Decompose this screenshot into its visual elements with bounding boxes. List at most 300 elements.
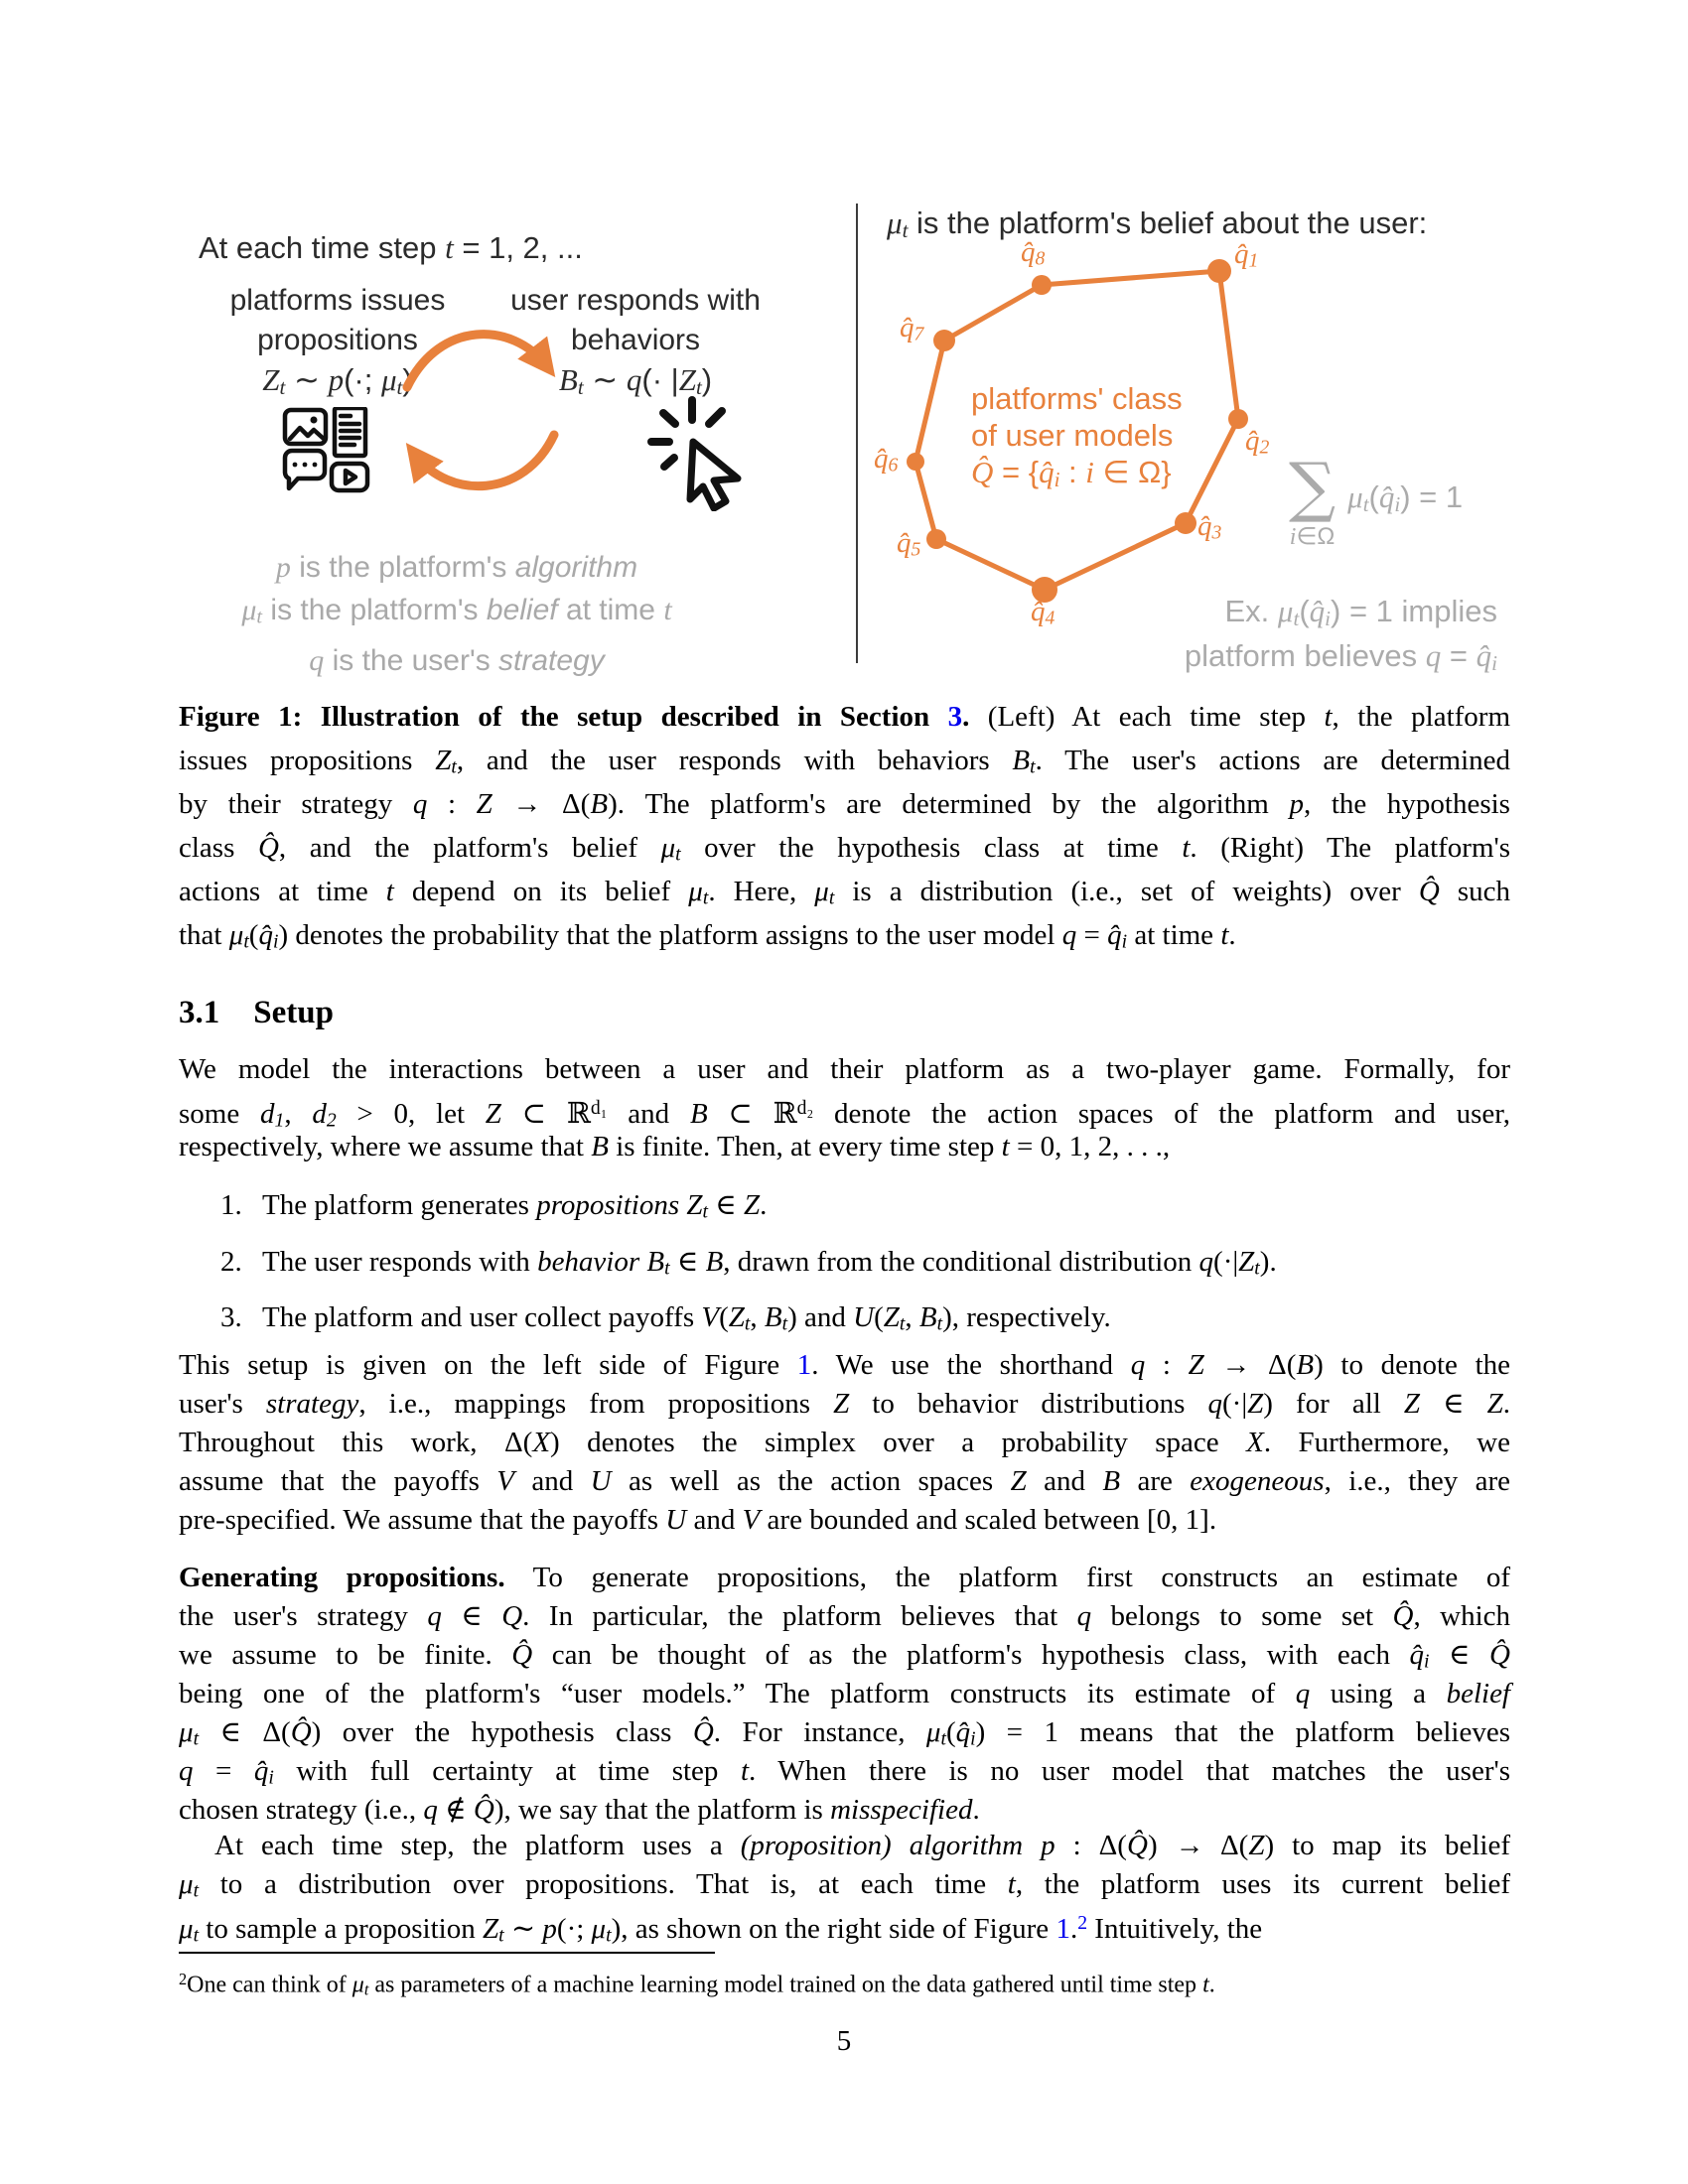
text-segment: t bbox=[1030, 755, 1036, 778]
text-segment: ∈ Ω} bbox=[1093, 455, 1172, 489]
text-segment: Q̂ bbox=[1126, 1830, 1148, 1861]
vertex-label-q7 bbox=[900, 312, 923, 346]
text-segment: μ bbox=[241, 594, 257, 626]
text-segment: t bbox=[936, 1312, 943, 1335]
text-segment: Z bbox=[485, 1097, 501, 1130]
text-segment: t bbox=[940, 1727, 946, 1750]
body-line bbox=[179, 1385, 1510, 1424]
text-segment: Z bbox=[1486, 1388, 1503, 1420]
paragraph-generating-propositions bbox=[179, 1559, 1510, 1830]
text-segment: B bbox=[705, 1245, 724, 1278]
text-segment: using a bbox=[1310, 1678, 1447, 1709]
text-segment: are bounded and scaled between [0, 1]. bbox=[760, 1504, 1217, 1536]
vertex-dot-q3 bbox=[1175, 512, 1196, 534]
text-segment: q̂ bbox=[253, 1755, 269, 1787]
body-line bbox=[179, 1752, 1510, 1791]
body-line bbox=[179, 1904, 1510, 1947]
text-segment: ) to map its belief bbox=[1264, 1830, 1511, 1861]
footnote bbox=[179, 1964, 1510, 2005]
text-segment: = bbox=[1441, 637, 1477, 673]
caption-line bbox=[179, 695, 1510, 739]
text-segment: . (Right) The platform's bbox=[1190, 832, 1511, 864]
list-number: 3. bbox=[220, 1301, 242, 1334]
text-segment: denote the action spaces of the platform and user, bbox=[813, 1097, 1511, 1130]
text-segment: Q̂ bbox=[511, 1639, 533, 1671]
text-segment: μ bbox=[591, 1912, 607, 1945]
text-segment: → Δ( bbox=[1203, 1349, 1297, 1381]
text-segment: Z bbox=[833, 1388, 850, 1420]
caption-line bbox=[179, 913, 1510, 957]
text-segment: q bbox=[309, 643, 325, 677]
text-segment: t bbox=[363, 1979, 369, 1999]
text-segment: : bbox=[1059, 455, 1086, 489]
text-segment: t bbox=[451, 755, 457, 778]
text-segment: Z bbox=[743, 1189, 761, 1221]
ref-link[interactable]: 1 bbox=[1055, 1912, 1070, 1945]
text-segment: (· | bbox=[641, 362, 679, 397]
text-segment: ) to denote the bbox=[1314, 1349, 1510, 1381]
text-segment: q̂ bbox=[1021, 236, 1036, 268]
text-segment: One can think of bbox=[187, 1972, 352, 1998]
text-segment: is the platform's bbox=[262, 594, 487, 626]
text-segment: t bbox=[1293, 606, 1300, 630]
text-segment: t bbox=[606, 1924, 612, 1947]
text-segment: i bbox=[970, 1727, 976, 1750]
vertex-dot-q6 bbox=[907, 453, 924, 471]
text-segment: X bbox=[532, 1427, 551, 1458]
text-segment: t bbox=[243, 930, 249, 953]
text-segment: Z bbox=[262, 362, 280, 397]
text-segment: d bbox=[312, 1097, 327, 1130]
figure-left-notes bbox=[159, 546, 755, 682]
text-segment: , which bbox=[1413, 1600, 1511, 1632]
text-segment: by their strategy bbox=[179, 788, 413, 820]
text-segment: t bbox=[899, 1312, 906, 1335]
text-segment: Q bbox=[501, 1600, 523, 1632]
page-number: 5 bbox=[836, 2025, 852, 2057]
text-segment: ∈ bbox=[1420, 1388, 1487, 1420]
text-segment: , bbox=[750, 1301, 765, 1334]
vertex-dot-q8 bbox=[1032, 275, 1052, 295]
body-line bbox=[179, 1636, 1510, 1675]
text-segment: i bbox=[1121, 930, 1128, 953]
text-segment: ) and bbox=[787, 1301, 854, 1334]
list-item bbox=[179, 1186, 1510, 1232]
text-segment: q̂ bbox=[1039, 455, 1055, 489]
text-segment: and bbox=[686, 1504, 743, 1536]
text-segment: 2 bbox=[179, 1970, 188, 1988]
text-segment: ∉ bbox=[437, 1794, 474, 1826]
text-segment: . bbox=[1502, 1388, 1511, 1420]
text-segment: = bbox=[1076, 919, 1108, 951]
text-segment: i bbox=[1325, 606, 1332, 630]
text-segment: B bbox=[591, 1131, 609, 1162]
text-segment: at time bbox=[557, 594, 664, 626]
text-segment: 3 bbox=[1211, 521, 1222, 544]
text-segment: t bbox=[675, 843, 681, 866]
text-segment: t bbox=[664, 1257, 670, 1280]
inside-line2: of user models bbox=[971, 418, 1174, 453]
text-segment: μ bbox=[228, 919, 244, 951]
paragraph-proposition-algorithm bbox=[179, 1827, 1511, 1947]
text-segment: class bbox=[179, 832, 258, 864]
text-segment: q bbox=[412, 788, 428, 820]
text-segment: . We use the shorthand bbox=[811, 1349, 1131, 1381]
text-segment: μ bbox=[1277, 594, 1294, 628]
list-text bbox=[262, 1298, 1111, 1344]
text-segment: t bbox=[385, 876, 394, 907]
text-segment: Throughout this work, Δ( bbox=[179, 1427, 533, 1458]
text-segment: t bbox=[828, 887, 835, 909]
text-segment: , i.e., mappings from propositions bbox=[358, 1388, 834, 1420]
text-segment: d₂ bbox=[796, 1097, 814, 1119]
text-segment: ⊂ ℝ bbox=[707, 1097, 797, 1130]
text-segment: (·; bbox=[556, 1912, 592, 1945]
text-segment: is the platform's belief about the user: bbox=[908, 205, 1428, 240]
text-segment: V bbox=[742, 1504, 761, 1536]
inside-line1: platforms' class bbox=[971, 381, 1183, 416]
text-segment: Q̂ bbox=[257, 832, 279, 864]
text-segment: ∈ bbox=[708, 1189, 744, 1221]
vertex-label-q1 bbox=[1234, 238, 1258, 273]
text-segment: = 0, 1, 2, . . ., bbox=[1009, 1131, 1171, 1162]
note-belief bbox=[159, 589, 755, 639]
text-segment: B bbox=[764, 1301, 782, 1334]
example-note bbox=[1072, 593, 1497, 682]
text-segment: q̂ bbox=[900, 312, 914, 343]
caption-line bbox=[179, 782, 1510, 826]
text-segment: belief bbox=[1446, 1678, 1510, 1709]
text-segment: i bbox=[272, 930, 279, 953]
text-segment: Figure 1: Illustration of the setup described in Section bbox=[179, 701, 948, 733]
text-segment: algorithm bbox=[514, 551, 638, 584]
text-segment: to a distribution over propositions. That is, at each time bbox=[199, 1868, 1008, 1900]
text-segment: belongs to some set bbox=[1091, 1600, 1393, 1632]
ref-link[interactable]: 3 bbox=[947, 701, 963, 733]
text-segment: B bbox=[918, 1301, 937, 1334]
text-segment: → Δ( bbox=[492, 788, 591, 820]
note-algorithm bbox=[159, 546, 755, 589]
text-segment: Q̂ bbox=[971, 455, 994, 489]
text-segment: . For instance, bbox=[713, 1716, 926, 1748]
text-segment: Z bbox=[482, 1912, 499, 1945]
text-segment: Z bbox=[1248, 1830, 1265, 1861]
text-segment: Z bbox=[1238, 1245, 1255, 1278]
text-segment: such bbox=[1439, 876, 1510, 907]
text-segment: U bbox=[853, 1301, 875, 1334]
text-segment: q̂ bbox=[1107, 919, 1122, 951]
text-segment: ∼ bbox=[285, 362, 329, 397]
text-segment: , drawn from the conditional distribution bbox=[723, 1245, 1199, 1278]
caption-line bbox=[179, 870, 1510, 913]
text-segment: (·| bbox=[1213, 1245, 1239, 1278]
text-segment: t bbox=[902, 217, 909, 242]
text-segment: user's bbox=[179, 1388, 266, 1420]
text-segment: B bbox=[646, 1245, 665, 1278]
text-segment: . In particular, the platform believes that bbox=[522, 1600, 1077, 1632]
footnote-rule bbox=[179, 1952, 715, 1954]
text-segment: ) = 1 means that the platform believes bbox=[975, 1716, 1510, 1748]
text-segment: i bbox=[1491, 650, 1497, 675]
text-segment: , and the platform's belief bbox=[278, 832, 661, 864]
arrow-bottom bbox=[415, 435, 554, 486]
text-segment: t bbox=[577, 374, 584, 399]
platform-label-line2: propositions bbox=[257, 324, 418, 356]
text-segment: Q̂ bbox=[1392, 1600, 1414, 1632]
text-segment: q bbox=[1061, 919, 1077, 951]
text-segment: , the platform uses its current belief bbox=[1015, 1868, 1510, 1900]
text-segment: can be thought of as the platform's hypothesis class, with each bbox=[532, 1639, 1410, 1671]
text-segment: This setup is given on the left side of Figure bbox=[179, 1349, 797, 1381]
text-segment: Z bbox=[1247, 1388, 1264, 1420]
text-segment: Z bbox=[1403, 1388, 1421, 1420]
text-segment: q bbox=[626, 362, 642, 397]
body-line bbox=[179, 1128, 1510, 1166]
text-segment: ), as shown on the right side of Figure bbox=[611, 1912, 1056, 1945]
text-segment: ) bbox=[402, 362, 413, 397]
text-segment: t bbox=[396, 374, 403, 399]
text-segment: ) denotes the probability that the platform assigns to the user model bbox=[278, 919, 1062, 951]
section-number: 3.1 bbox=[179, 995, 220, 1030]
text-segment: belief bbox=[486, 594, 558, 626]
text-segment: B bbox=[1012, 745, 1031, 776]
text-segment: . bbox=[1228, 919, 1236, 951]
text-segment: t bbox=[781, 1312, 788, 1335]
text-segment: V bbox=[701, 1301, 720, 1334]
section-heading bbox=[179, 995, 1510, 1031]
text-segment: X bbox=[1246, 1427, 1264, 1458]
text-segment: at time bbox=[1127, 919, 1221, 951]
text-segment: q bbox=[1198, 1245, 1214, 1278]
text-segment: Z bbox=[435, 745, 452, 776]
text-segment: t bbox=[663, 594, 672, 626]
text-segment: Z bbox=[1188, 1349, 1204, 1381]
body-line bbox=[179, 1089, 1511, 1132]
text-segment: ( bbox=[1368, 478, 1379, 514]
text-segment: to sample a proposition bbox=[199, 1912, 483, 1945]
text-segment: 1 bbox=[1248, 249, 1259, 272]
text-segment: Z bbox=[476, 788, 492, 820]
text-segment: 7 bbox=[914, 323, 924, 345]
figure-left-header bbox=[199, 230, 583, 266]
text-segment: p bbox=[328, 362, 345, 397]
text-segment: . The user's actions are determined bbox=[1035, 745, 1511, 776]
text-segment: the user's strategy bbox=[179, 1600, 428, 1632]
text-segment: ) denotes the simplex over a probability space bbox=[550, 1427, 1247, 1458]
text-segment: μ bbox=[179, 1868, 194, 1900]
text-segment: ∼ bbox=[583, 362, 627, 397]
body-line bbox=[179, 1462, 1510, 1501]
text-segment: i bbox=[1423, 1650, 1430, 1673]
caption-line bbox=[179, 739, 1510, 782]
text-segment: q bbox=[1076, 1600, 1092, 1632]
text-segment: q bbox=[1295, 1678, 1311, 1709]
text-segment: t bbox=[193, 1727, 200, 1750]
text-segment: Z bbox=[686, 1189, 703, 1221]
image-icon bbox=[285, 410, 326, 444]
text-segment: Q̂ bbox=[692, 1716, 714, 1748]
text-segment: and bbox=[1026, 1465, 1103, 1497]
text-segment: 6 bbox=[888, 454, 899, 477]
text-segment: ∈ bbox=[669, 1245, 706, 1278]
click-ray-sw bbox=[664, 458, 674, 467]
vertex-label-q3 bbox=[1197, 510, 1221, 545]
body-line bbox=[179, 1050, 1510, 1089]
text-segment: μ bbox=[1347, 478, 1363, 514]
text-segment: (proposition) algorithm p bbox=[740, 1830, 1055, 1861]
text-segment: . bbox=[972, 1794, 980, 1826]
ref-link[interactable]: 2 bbox=[1077, 1912, 1088, 1934]
text-segment: μ bbox=[688, 876, 703, 907]
text-segment: μ bbox=[814, 876, 829, 907]
text-segment: 8 bbox=[1035, 247, 1046, 270]
arrow-top bbox=[407, 335, 546, 387]
text-segment: q̂ bbox=[258, 919, 273, 951]
text-segment: i bbox=[268, 1766, 274, 1789]
text-segment: ), we say that the platform is bbox=[493, 1794, 831, 1826]
text-segment: ) bbox=[701, 362, 713, 397]
text-segment: ) over the hypothesis class bbox=[311, 1716, 693, 1748]
vertex-label-q2 bbox=[1245, 425, 1269, 460]
text-segment: . bbox=[1208, 1972, 1215, 1998]
text-segment: as well as the action spaces bbox=[611, 1465, 1011, 1497]
user-label-line2: behaviors bbox=[570, 324, 701, 356]
text-segment: B bbox=[1102, 1465, 1121, 1497]
text-segment: p bbox=[275, 551, 291, 584]
text-segment: behavior bbox=[537, 1245, 640, 1278]
text-segment: some bbox=[179, 1097, 260, 1130]
text-segment: Q̂ bbox=[290, 1716, 312, 1748]
body-line bbox=[179, 1501, 1510, 1540]
list-number: 1. bbox=[220, 1189, 242, 1221]
list-number: 2. bbox=[220, 1245, 242, 1278]
text-segment: t bbox=[445, 230, 454, 265]
paragraph-shorthand bbox=[179, 1346, 1510, 1540]
caption-line bbox=[179, 826, 1510, 870]
text-segment: that bbox=[179, 919, 229, 951]
list-item bbox=[179, 1298, 1510, 1344]
text-segment: , the hypothesis bbox=[1303, 788, 1510, 820]
text-segment: t bbox=[740, 1755, 750, 1787]
text-segment: 4 bbox=[1045, 607, 1055, 629]
body-line bbox=[179, 1424, 1510, 1462]
text-segment: μ bbox=[179, 1716, 194, 1748]
body-line bbox=[179, 1827, 1510, 1865]
example-line1 bbox=[1072, 593, 1497, 637]
cursor-click-icon bbox=[645, 390, 760, 511]
text-segment: Q̂ bbox=[1418, 876, 1440, 907]
user-label-line1: user responds with bbox=[510, 284, 761, 317]
text-segment: . When there is no user model that matches the user's bbox=[749, 1755, 1510, 1787]
text-segment: μ bbox=[179, 1912, 194, 1945]
text-segment: : bbox=[427, 788, 477, 820]
vertex-dot-q7 bbox=[933, 330, 955, 351]
text-segment: q̂ bbox=[1031, 596, 1046, 627]
text-segment: Ex. bbox=[1224, 594, 1278, 628]
text-segment: Z bbox=[728, 1301, 745, 1334]
text-segment: t bbox=[702, 1200, 709, 1223]
text-segment: (·| bbox=[1222, 1388, 1248, 1420]
text-segment: B bbox=[590, 788, 609, 820]
text-segment: t bbox=[1007, 1868, 1016, 1900]
text-segment: To generate propositions, the platform first constructs an estimate of bbox=[504, 1562, 1511, 1593]
text-segment: ∈ bbox=[441, 1600, 502, 1632]
text-segment: ). bbox=[1259, 1245, 1277, 1278]
text-segment: t bbox=[702, 887, 709, 909]
text-segment: B bbox=[689, 1097, 708, 1130]
text-segment: U bbox=[665, 1504, 687, 1536]
text-segment: t bbox=[744, 1312, 751, 1335]
text-segment: . bbox=[1069, 1912, 1078, 1945]
body-line bbox=[179, 1791, 1510, 1830]
text-segment: q̂ bbox=[1245, 425, 1260, 457]
text-segment: V bbox=[496, 1465, 515, 1497]
text-segment: . bbox=[760, 1189, 768, 1221]
text-segment: q̂ bbox=[1309, 594, 1326, 628]
chat-icon bbox=[285, 451, 325, 488]
text-segment: is the platform's bbox=[290, 551, 515, 584]
text-segment: propositions bbox=[536, 1189, 680, 1221]
text-segment: t bbox=[279, 374, 286, 399]
text-segment: q̂ bbox=[955, 1716, 971, 1748]
vertex-label-q8 bbox=[1021, 236, 1045, 271]
text-segment: t bbox=[1182, 832, 1191, 864]
text-segment: 2 bbox=[1259, 436, 1270, 459]
text-segment: 1 bbox=[274, 1109, 285, 1132]
setup-steps-list bbox=[179, 1186, 1510, 1355]
text-segment: Z bbox=[883, 1301, 900, 1334]
text-segment: over the hypothesis class at time bbox=[680, 832, 1183, 864]
text-segment: , the platform bbox=[1332, 701, 1510, 733]
text-segment: ⊂ ℝ bbox=[500, 1097, 591, 1130]
text-segment: q̂ bbox=[1378, 478, 1395, 514]
text-segment: are bbox=[1120, 1465, 1191, 1497]
text-segment: q̂ bbox=[1476, 637, 1492, 673]
click-ray-ne bbox=[709, 411, 722, 424]
figure-caption bbox=[179, 695, 1510, 957]
text-segment: ( bbox=[248, 919, 259, 951]
text-segment: ). The platform's are determined by the algorithm bbox=[608, 788, 1290, 820]
text-segment: We model the interactions between a user and their platform as a two-player game. Formally, for bbox=[179, 1053, 1510, 1085]
text-segment: is finite. Then, at every time step bbox=[608, 1131, 1002, 1162]
text-segment: q bbox=[179, 1755, 194, 1787]
ref-link[interactable]: 1 bbox=[796, 1349, 812, 1381]
text-segment: U bbox=[590, 1465, 612, 1497]
text-segment: q̂ bbox=[1409, 1639, 1424, 1671]
example-line2 bbox=[1072, 637, 1497, 682]
text-segment: actions at time bbox=[179, 876, 386, 907]
text-segment: q̂ bbox=[874, 443, 889, 475]
text-segment: μ bbox=[887, 205, 903, 240]
text-segment: ∈ bbox=[1429, 1639, 1490, 1671]
text-segment: μ bbox=[380, 362, 397, 397]
text-segment: The user responds with bbox=[262, 1245, 538, 1278]
cycle-arrows bbox=[395, 308, 569, 511]
text-segment: ( bbox=[719, 1301, 729, 1334]
text-segment: 2 bbox=[326, 1109, 337, 1132]
text-segment: ) = 1 bbox=[1400, 478, 1464, 514]
note-strategy bbox=[159, 639, 755, 682]
text-segment: with full certainty at time step bbox=[273, 1755, 741, 1787]
text-segment: q bbox=[1130, 1349, 1146, 1381]
text-segment: Generating propositions. bbox=[179, 1562, 505, 1593]
text-segment: . bbox=[962, 701, 970, 733]
body-line bbox=[179, 1675, 1510, 1713]
article-icon bbox=[335, 408, 365, 456]
vertex-label-q4 bbox=[1031, 596, 1055, 630]
text-segment: , bbox=[905, 1301, 919, 1334]
text-segment: platform believes bbox=[1184, 637, 1426, 673]
